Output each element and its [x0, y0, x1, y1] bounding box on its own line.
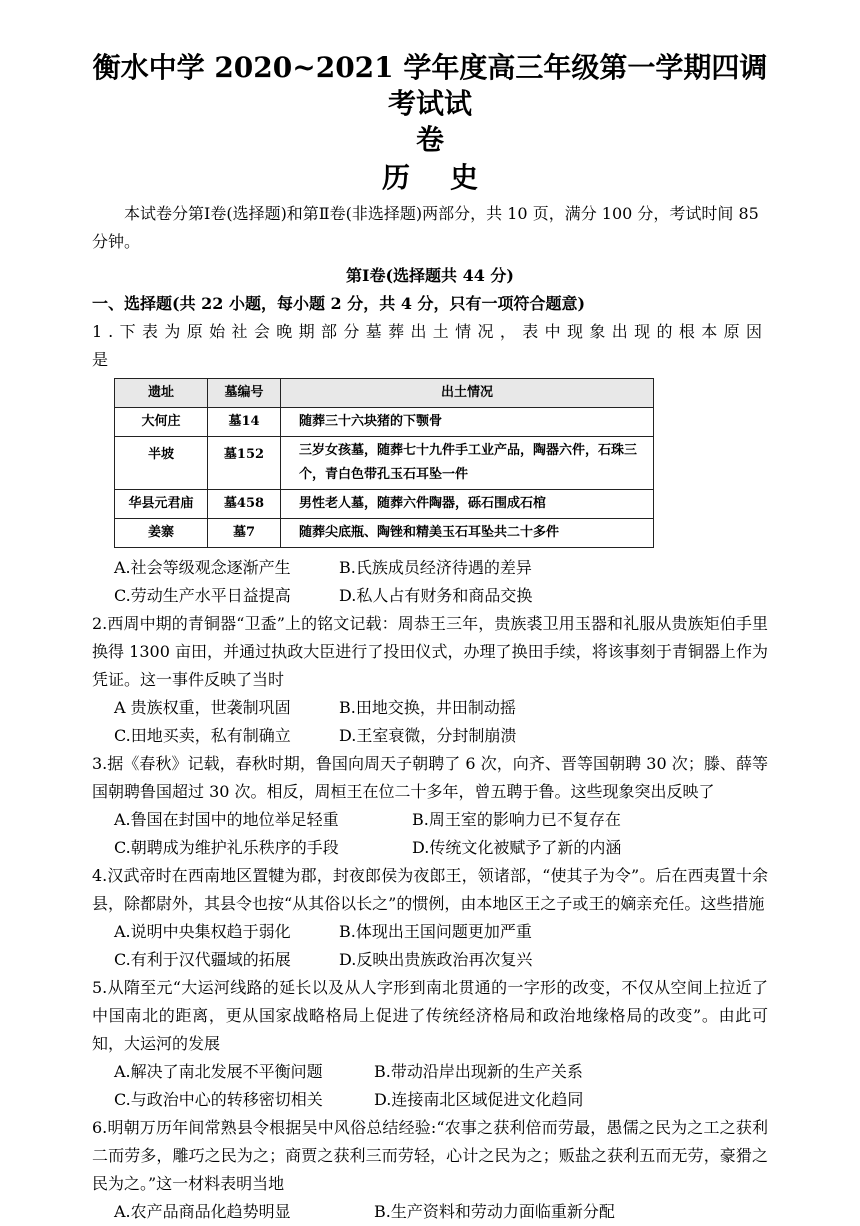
- exam-intro: 本试卷分第Ⅰ卷(选择题)和第Ⅱ卷(非选择题)两部分，共 10 页，满分 100 分，考试时间 85 分钟。: [92, 204, 759, 251]
- option-c: C.田地买卖，私有制确立: [114, 726, 291, 745]
- option-a: A 贵族权重，世袭制巩固: [114, 698, 291, 717]
- question-5: [92, 974, 768, 1114]
- question-stem: 1.下表为原始社会晚期部分墓葬出土情况，表中现象出现的根本原因是: [92, 322, 768, 369]
- table-row: [115, 519, 654, 548]
- option-b: B.氏族成员经济待遇的差异: [339, 558, 532, 577]
- option-a: A.农产品商品化趋势明显: [114, 1202, 291, 1221]
- option-a: A.鲁国在封国中的地位举足轻重: [114, 810, 339, 829]
- table-cell: 随葬三十六块猪的下颚骨: [281, 408, 654, 437]
- option-a: A.解决了南北发展不平衡问题: [114, 1062, 323, 1081]
- question-6: [92, 1114, 768, 1226]
- question-4: [92, 862, 768, 974]
- options: [92, 1058, 768, 1114]
- table-cell: 墓7: [208, 519, 281, 548]
- option-d: D.私人占有财务和商品交换: [339, 586, 533, 605]
- table-row: [115, 490, 654, 519]
- table-header-row: [115, 379, 654, 408]
- title-line-1: 衡水中学 2020~2021 学年度高三年级第一学期四调考试试: [92, 51, 768, 120]
- option-c: C.有利于汉代疆域的拓展: [114, 950, 291, 969]
- table-row: [115, 408, 654, 437]
- question-stem: 5.从隋至元“大运河线路的延长以及从人字形到南北贯通的一字形的改变，不仅从空间上拉近了中国南北的距离，更从国家战略格局上促进了传统经济格局和政治地缘格局的改变”。由此可知，大运河的发展: [92, 978, 768, 1053]
- table-cell: 三岁女孩墓，随葬七十九件手工业产品，陶器六件，石珠三个，青白色带孔玉石耳坠一件: [281, 437, 654, 490]
- option-a: A.说明中央集权趋于弱化: [114, 922, 291, 941]
- table-cell: 墓458: [208, 490, 281, 519]
- table-cell: 华县元君庙: [115, 490, 208, 519]
- options: [92, 554, 768, 610]
- excavation-table: [114, 378, 654, 548]
- option-d: D.反映出贵族政治再次复兴: [339, 950, 533, 969]
- option-b: B.周王室的影响力已不复存在: [412, 810, 621, 829]
- subject-title: 历史: [381, 161, 518, 194]
- table-cell: 半坡: [115, 437, 208, 490]
- options: [92, 806, 768, 862]
- question-stem: 3.据《春秋》记载，春秋时期，鲁国向周天子朝聘了 6 次，向齐、晋等国朝聘 30 次；滕、薛等国朝聘鲁国超过 30 次。相反，周桓王在位二十多年，曾五聘于鲁。这些现象突出反映了: [92, 754, 768, 801]
- option-d: D.传统文化被赋予了新的内涵: [412, 838, 622, 857]
- option-a: A.社会等级观念逐渐产生: [114, 558, 291, 577]
- exam-title: [92, 0, 768, 158]
- question-stem: 6.明朝万历年间常熟县令根据吴中风俗总结经验:“农事之获利倍而劳最，愚儒之民为之工之获利二而劳多，雕巧之民为之；商贾之获利三而劳轻，心计之民为之；贩盐之获利五而无劳，豪猾之民为之。”这一材料表明当地: [92, 1118, 768, 1193]
- option-d: D.连接南北区域促进文化趋同: [374, 1090, 584, 1109]
- table-cell: 姜寨: [115, 519, 208, 548]
- part-1-title: 一、选择题(共 22 小题，每小题 2 分，共 4 分，只有一项符合题意): [92, 294, 586, 313]
- options: [92, 694, 768, 750]
- question-2: [92, 610, 768, 750]
- question-stem: 2.西周中期的青铜器“卫盉”上的铭文记载：周恭王三年，贵族裘卫用玉器和礼服从贵族矩伯手里换得 1300 亩田，并通过执政大臣进行了投田仪式，办理了换田手续，将该事刻于青铜器上作为凭证。这一事件反映了当时: [92, 614, 768, 689]
- options: [92, 1198, 768, 1226]
- option-d: D.王室衰微，分封制崩溃: [339, 726, 517, 745]
- question-1: [92, 318, 768, 610]
- table-cell: 随葬尖底瓶、陶锉和精美玉石耳坠共二十多件: [281, 519, 654, 548]
- table-cell: 大何庄: [115, 408, 208, 437]
- table-row: [115, 437, 654, 490]
- question-stem: 4.汉武帝时在西南地区置犍为郡，封夜郎侯为夜郎王，领诸部，“使其子为令”。后在西夷置十余县，除都尉外，其县令也按“从其俗以长之”的惯例，由本地区王之子或王的嫡亲充任。这些措施: [92, 866, 768, 913]
- table-header-cell: 墓编号: [208, 379, 281, 408]
- option-b: B.生产资料和劳动力面临重新分配: [374, 1202, 615, 1221]
- table-cell: 墓14: [208, 408, 281, 437]
- option-b: B.田地交换，井田制动摇: [339, 698, 516, 717]
- option-b: B.体现出王国问题更加严重: [339, 922, 532, 941]
- option-c: C.朝聘成为维护礼乐秩序的手段: [114, 838, 339, 857]
- table-cell: 墓152: [208, 437, 281, 490]
- question-3: [92, 750, 768, 862]
- table-header-cell: 出土情况: [281, 379, 654, 408]
- option-c: C.劳动生产水平日益提高: [114, 586, 291, 605]
- title-line-2: 卷: [415, 123, 444, 156]
- option-c: C.与政治中心的转移密切相关: [114, 1090, 323, 1109]
- options: [92, 918, 768, 974]
- option-b: B.带动沿岸出现新的生产关系: [374, 1062, 583, 1081]
- table-cell: 男性老人墓，随葬六件陶器，砾石围成石棺: [281, 490, 654, 519]
- table-header-cell: 遗址: [115, 379, 208, 408]
- section-1-title: 第Ⅰ卷(选择题共 44 分): [345, 266, 515, 285]
